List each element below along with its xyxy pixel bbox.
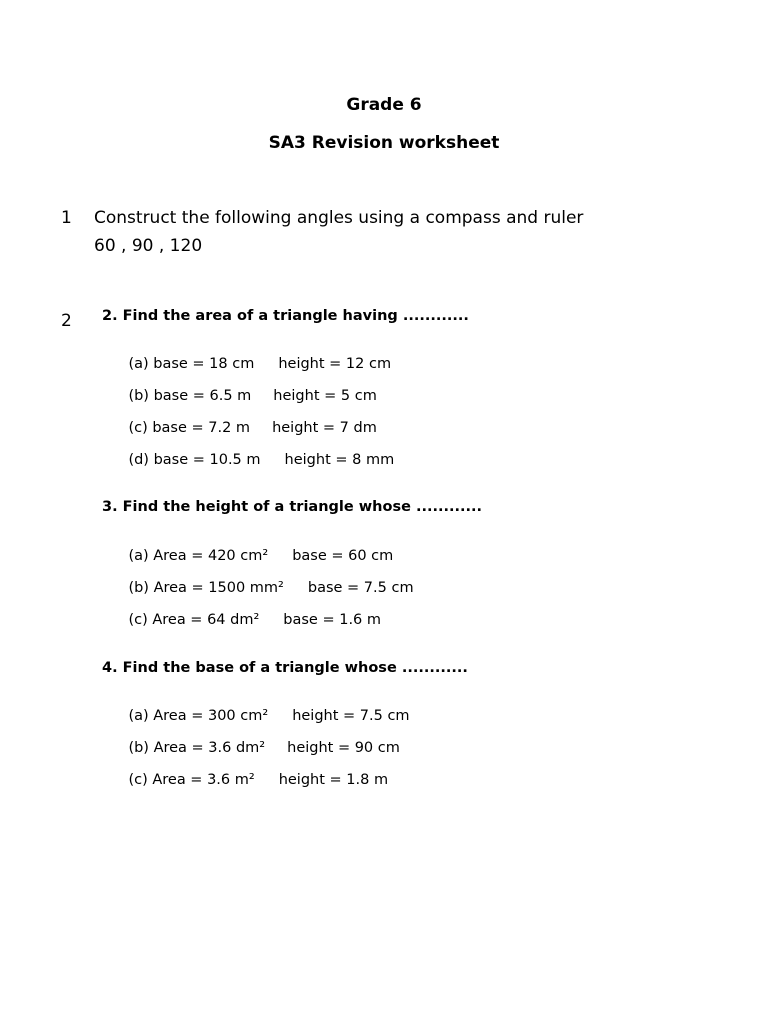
item-base: base = 1.6 m <box>283 612 382 628</box>
item-base: (b) base = 6.5 m <box>128 388 252 404</box>
item-base: (c) base = 7.2 m <box>128 420 251 436</box>
list-item <box>110 756 388 804</box>
item-height: height = 5 cm <box>273 388 377 404</box>
item-height: height = 1.8 m <box>278 772 389 788</box>
grade-title: Grade 6 <box>346 95 422 115</box>
list-item <box>110 596 381 644</box>
item-height: height = 7 dm <box>272 420 377 436</box>
item-height: height = 8 mm <box>284 452 395 468</box>
item-area: (c) Area = 64 dm² <box>128 612 260 628</box>
question-1-number: 1 <box>61 208 72 228</box>
item-area: (a) Area = 300 cm² <box>128 708 269 724</box>
question-1-angles: 60 , 90 , 120 <box>94 236 203 256</box>
height-section-heading: 3. Find the height of a triangle whose ............ <box>102 499 483 515</box>
item-base: base = 7.5 cm <box>307 580 414 596</box>
item-height: height = 12 cm <box>278 356 392 372</box>
item-height: height = 7.5 cm <box>292 708 410 724</box>
item-base: base = 60 cm <box>292 548 394 564</box>
item-area: (c) Area = 3.6 m² <box>128 772 255 788</box>
item-height: height = 90 cm <box>287 740 400 756</box>
worksheet-subtitle: SA3 Revision worksheet <box>268 133 500 153</box>
item-area: (b) Area = 1500 mm² <box>128 580 284 596</box>
base-section-heading: 4. Find the base of a triangle whose ............ <box>102 660 468 676</box>
item-base: (d) base = 10.5 m <box>128 452 261 468</box>
area-section-heading: 2. Find the area of a triangle having ............ <box>102 308 469 324</box>
question-2-number: 2 <box>61 311 72 331</box>
item-base: (a) base = 18 cm <box>128 356 255 372</box>
list-item <box>110 436 394 484</box>
item-area: (b) Area = 3.6 dm² <box>128 740 266 756</box>
item-area: (a) Area = 420 cm² <box>128 548 269 564</box>
question-1-text: Construct the following angles using a compass and ruler <box>94 208 584 228</box>
